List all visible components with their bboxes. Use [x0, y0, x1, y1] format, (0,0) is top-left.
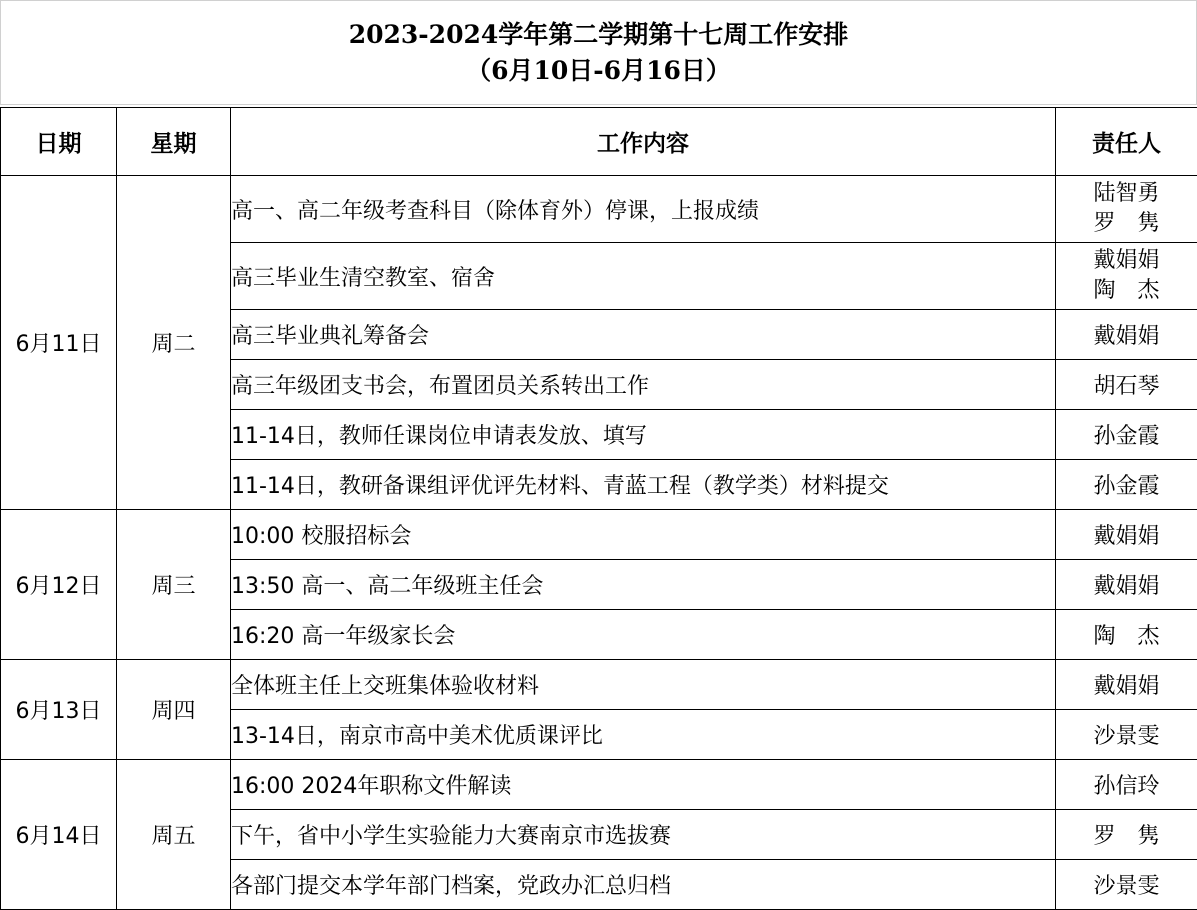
table-row	[1, 176, 1197, 243]
table-row	[1, 660, 1197, 710]
task-cell: 全体班主任上交班集体验收材料	[231, 660, 1056, 710]
person-name: 罗 隽	[1056, 209, 1197, 239]
person-cell: 孙金霞	[1056, 410, 1197, 460]
person-cell: 罗 隽	[1056, 810, 1197, 860]
task-cell: 下午，省中小学生实验能力大赛南京市选拔赛	[231, 810, 1056, 860]
person-cell: 戴娟娟	[1056, 560, 1197, 610]
person-name: 陆智勇	[1056, 179, 1197, 209]
title-line-1: 2023-2024学年第二学期第十七周工作安排	[349, 17, 849, 53]
header-day: 星期	[117, 108, 231, 176]
weekday-cell: 周五	[117, 760, 231, 910]
task-cell: 高一、高二年级考查科目（除体育外）停课，上报成绩	[231, 176, 1056, 243]
task-cell: 高三毕业典礼筹备会	[231, 310, 1056, 360]
task-cell: 11-14日，教师任课岗位申请表发放、填写	[231, 410, 1056, 460]
person-name: 戴娟娟	[1056, 246, 1197, 276]
person-name: 陶 杰	[1056, 276, 1197, 306]
weekday-cell: 周四	[117, 660, 231, 760]
task-cell: 16:00 2024年职称文件解读	[231, 760, 1056, 810]
header-person: 责任人	[1056, 108, 1197, 176]
person-cell: 孙信玲	[1056, 760, 1197, 810]
person-cell: 戴娟娟	[1056, 660, 1197, 710]
task-cell: 10:00 校服招标会	[231, 510, 1056, 560]
table-row	[1, 760, 1197, 810]
document-title	[0, 0, 1197, 105]
person-cell: 沙景雯	[1056, 710, 1197, 760]
date-cell: 6月11日	[1, 176, 117, 510]
person-cell: 孙金霞	[1056, 460, 1197, 510]
title-line-2: （6月10日-6月16日）	[466, 53, 731, 89]
person-cell: 胡石琴	[1056, 360, 1197, 410]
schedule-table	[0, 107, 1197, 910]
header-row	[1, 108, 1197, 176]
task-cell: 高三年级团支书会，布置团员关系转出工作	[231, 360, 1056, 410]
task-cell: 13:50 高一、高二年级班主任会	[231, 560, 1056, 610]
person-cell: 沙景雯	[1056, 860, 1197, 910]
person-cell	[1056, 243, 1197, 310]
task-cell: 各部门提交本学年部门档案，党政办汇总归档	[231, 860, 1056, 910]
date-cell: 6月13日	[1, 660, 117, 760]
header-date: 日期	[1, 108, 117, 176]
task-cell: 16:20 高一年级家长会	[231, 610, 1056, 660]
person-cell: 戴娟娟	[1056, 310, 1197, 360]
header-content: 工作内容	[231, 108, 1056, 176]
task-cell: 11-14日，教研备课组评优评先材料、青蓝工程（教学类）材料提交	[231, 460, 1056, 510]
person-cell	[1056, 176, 1197, 243]
weekday-cell: 周三	[117, 510, 231, 660]
date-cell: 6月12日	[1, 510, 117, 660]
task-cell: 高三毕业生清空教室、宿舍	[231, 243, 1056, 310]
person-cell: 陶 杰	[1056, 610, 1197, 660]
person-cell: 戴娟娟	[1056, 510, 1197, 560]
date-cell: 6月14日	[1, 760, 117, 910]
weekday-cell: 周二	[117, 176, 231, 510]
table-row	[1, 510, 1197, 560]
task-cell: 13-14日，南京市高中美术优质课评比	[231, 710, 1056, 760]
